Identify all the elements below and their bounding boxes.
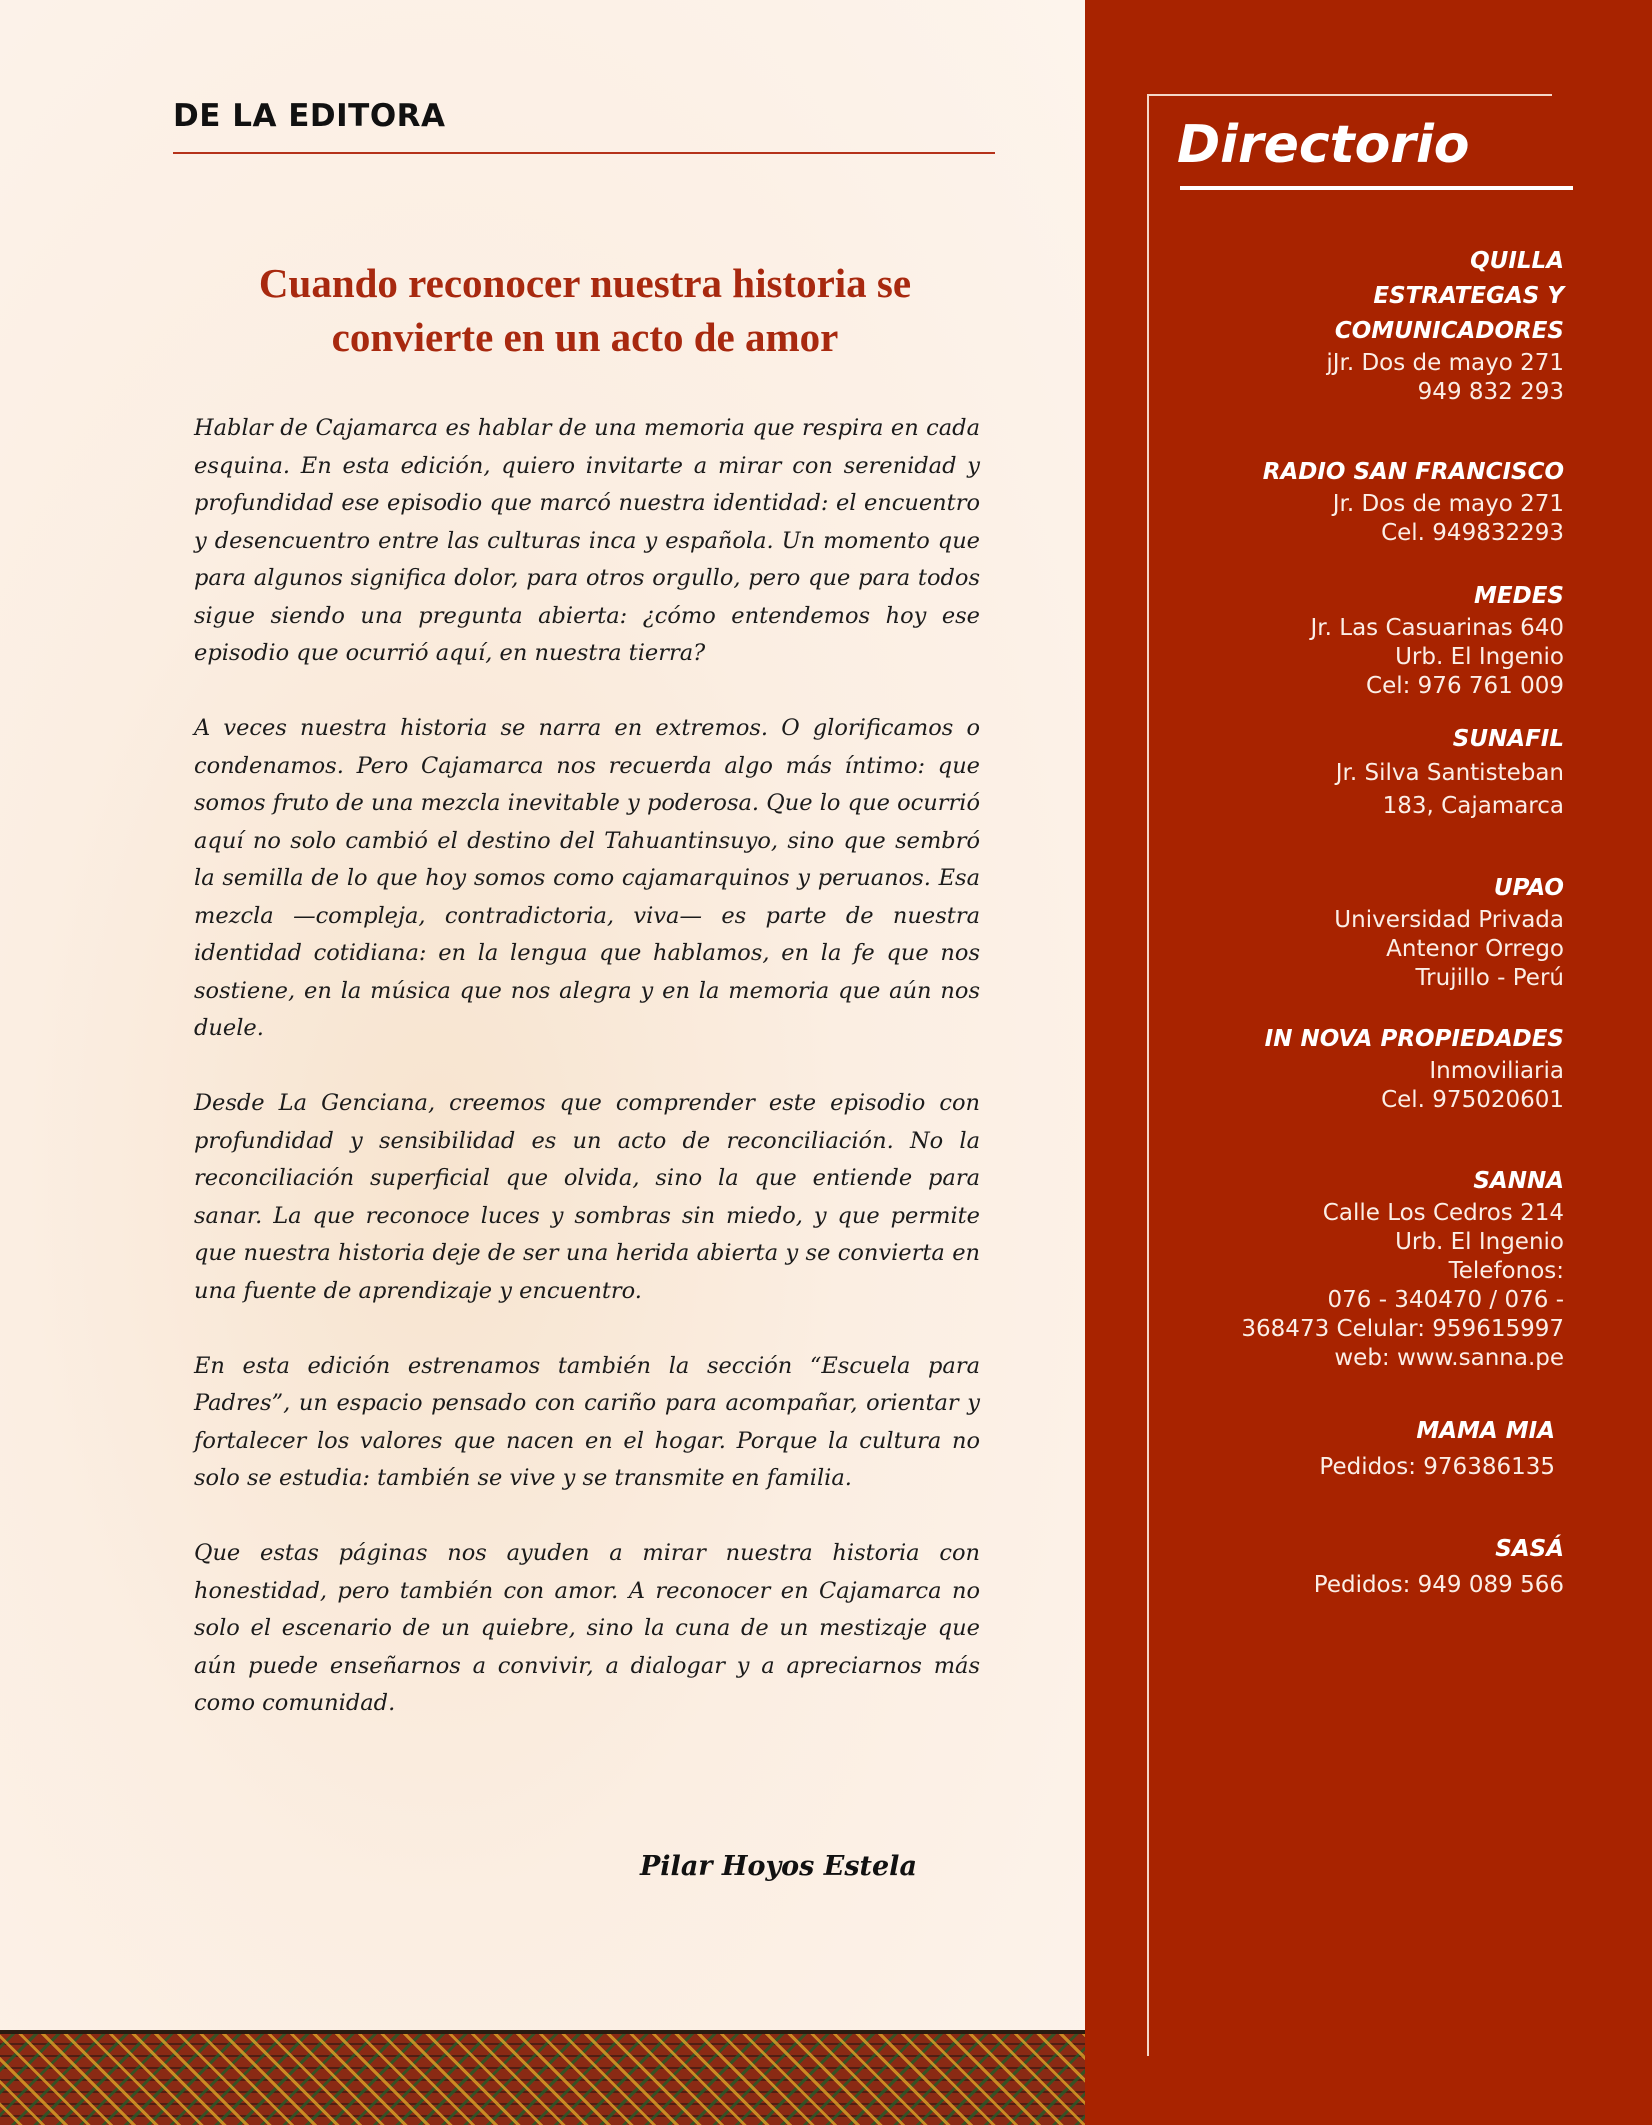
entry-address: Jr. Dos de mayo 271: [1332, 491, 1564, 517]
headline-line-2: convierte en un acto de amor: [331, 314, 839, 360]
entry-name: SASÁ: [1495, 1536, 1564, 1562]
entry-detail: Inmoviliaria: [1429, 1058, 1564, 1084]
entry-address: Urb. El Ingenio: [1395, 1229, 1564, 1255]
paragraph-5: Que estas páginas nos ayuden a mirar nuestra historia con honestidad, pero también con amor. A reconocer en Cajamarca no solo el escenario de un quiebre, sino la cuna de un mestizaje que aún puede enseñarnos a convivir, a dialogar y a apreciarnos más como comunidad.: [194, 1540, 980, 1716]
entry-phone: Pedidos: 976386135: [1319, 1454, 1555, 1480]
paragraph-1: Hablar de Cajamarca es hablar de una memoria que respira en cada esquina. En esta edición, quiero invitarte a mirar con serenidad y profundidad ese episodio que marcó nuestra identidad: el encuentro y desencuentro entre las culturas inca y española. Un momento que para algunos significa dolor, para otros orgullo, pero que para todos sigue siendo una pregunta abierta: ¿cómo entendemos hoy ese episodio que ocurrió aquí, en nuestra tierra?: [194, 415, 980, 666]
directory-entry-mama-mia: [1319, 1414, 1555, 1485]
author-signature: Pilar Hoyos Estela: [640, 1851, 917, 1882]
andean-textile-border: [0, 2030, 1097, 2125]
entry-address: Jr. Las Casuarinas 640: [1310, 615, 1564, 641]
entry-phone: Cel. 949832293: [1381, 520, 1564, 546]
section-label: DE LA EDITORA: [173, 98, 446, 134]
entry-address: jJr. Dos de mayo 271: [1326, 350, 1564, 376]
entry-name: MEDES: [1474, 583, 1564, 609]
entry-phone: 949 832 293: [1417, 379, 1564, 405]
entry-address: Calle Los Cedros 214: [1322, 1200, 1564, 1226]
entry-detail: Trujillo - Perú: [1415, 965, 1564, 991]
paragraph-2: A veces nuestra historia se narra en extremos. O glorificamos o condenamos. Pero Cajamarca nos recuerda algo más íntimo: que somos fruto de una mezcla inevitable y poderosa. Que lo que ocurrió aquí no solo cambió el destino del Tahuantinsuyo, sino que sembró la semilla de lo que hoy somos como cajamarquinos y peruanos. Esa mezcla —compleja, contradictoria, viva— es parte de nuestra identidad cotidiana: en la lengua que hablamos, en la fe que nos sostiene, en la música que nos alegra y en la memoria que aún nos duele.: [194, 715, 980, 1041]
entry-name-line: QUILLA: [1470, 248, 1564, 274]
paragraph-4: En esta edición estrenamos también la sección “Escuela para Padres”, un espacio pensado con cariño para acompañar, orientar y fortalecer los valores que nacen en el hogar. Porque la cultura no solo se estudia: también se vive y se transmite en familia.: [194, 1352, 980, 1491]
directory-entry-sunafil: [1336, 722, 1564, 823]
entry-name: [1326, 244, 1564, 349]
entry-address: 183, Cajamarca: [1382, 793, 1564, 819]
editorial-headline: [195, 256, 975, 364]
entry-name-line: ESTRATEGAS Y: [1373, 283, 1564, 309]
entry-detail: Telefonos:: [1448, 1258, 1564, 1284]
entry-phone: 076 - 340470 / 076 -: [1327, 1287, 1564, 1313]
entry-name: UPAO: [1493, 875, 1564, 901]
entry-phone: Cel. 975020601: [1381, 1087, 1564, 1113]
directory-entry-sanna: [1241, 1164, 1564, 1373]
entry-address: Jr. Silva Santisteban: [1335, 760, 1564, 786]
directory-entry-in-nova-propiedades: [1265, 1022, 1564, 1115]
directory-entry-radio-san-francisco: [1263, 455, 1564, 548]
entry-detail: Antenor Orrego: [1386, 936, 1564, 962]
entry-phone: 368473 Celular: 959615997: [1241, 1316, 1564, 1342]
section-divider: [173, 152, 995, 154]
headline-line-1: Cuando reconocer nuestra historia se: [258, 260, 912, 306]
entry-phone: Cel: 976 761 009: [1366, 673, 1564, 699]
paragraph-3: Desde La Genciana, creemos que comprender este episodio con profundidad y sensibilidad es un acto de reconciliación. No la reconciliación superficial que olvida, sino la que entiende para sanar. La que reconoce luces y sombras sin miedo, y que permite que nuestra historia deje de ser una herida abierta y se convierta en una fuente de aprendizaje y encuentro.: [194, 1090, 980, 1304]
directory-title: Directorio: [1177, 115, 1470, 175]
entry-phone: Pedidos: 949 089 566: [1313, 1572, 1564, 1598]
entry-name: RADIO SAN FRANCISCO: [1262, 459, 1564, 485]
entry-address: Urb. El Ingenio: [1395, 644, 1564, 670]
entry-detail: Universidad Privada: [1334, 907, 1564, 933]
entry-name-line: COMUNICADORES: [1334, 318, 1564, 344]
entry-name: MAMA MIA: [1416, 1418, 1555, 1444]
entry-web: web: www.sanna.pe: [1334, 1345, 1564, 1371]
directory-frame-left: [1147, 94, 1149, 2056]
directory-entry-quilla: [1326, 244, 1564, 407]
entry-name: SANNA: [1473, 1168, 1564, 1194]
entry-name: SUNAFIL: [1452, 726, 1564, 752]
entry-name: IN NOVA PROPIEDADES: [1264, 1026, 1564, 1052]
directory-frame-top: [1147, 94, 1552, 96]
directory-entry-sasa: [1314, 1532, 1564, 1603]
directory-entry-medes: [1311, 579, 1564, 701]
editorial-body: [194, 410, 980, 1760]
directory-title-underline: [1180, 186, 1573, 190]
directory-entry-upao: [1334, 871, 1564, 993]
